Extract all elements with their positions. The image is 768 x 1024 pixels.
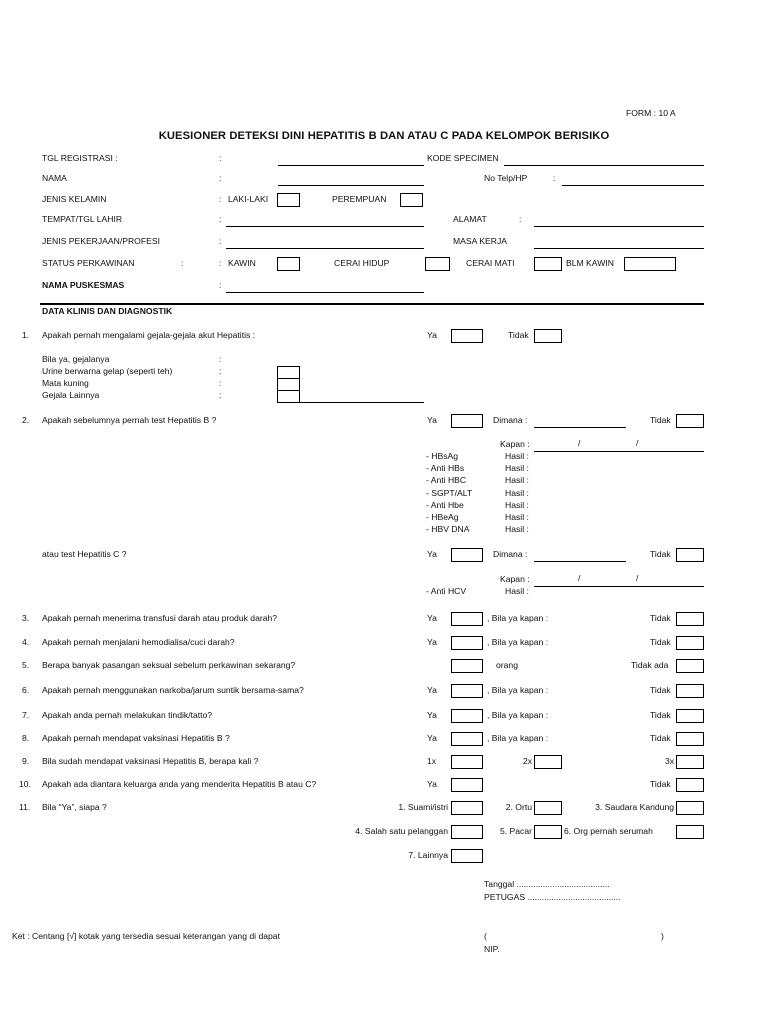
colon: : — [219, 153, 222, 163]
q11-ortu-label: 2. Ortu — [505, 802, 532, 812]
q11-saudara-checkbox[interactable] — [676, 801, 704, 815]
q2-hepc-tidak-label: Tidak — [650, 549, 671, 559]
q2-hepc-tidak-checkbox[interactable] — [676, 548, 704, 562]
alamat-label: ALAMAT — [453, 214, 487, 224]
q10-tidak-checkbox[interactable] — [676, 778, 704, 792]
q3-kapan-label: , Bila ya kapan : — [487, 613, 549, 623]
q11-serumah-label: 6. Org pernah serumah — [564, 826, 653, 836]
perempuan-label: PEREMPUAN — [332, 194, 387, 204]
nama-field[interactable] — [278, 185, 424, 186]
colon: : — [553, 173, 556, 183]
q4-tidak-checkbox[interactable] — [676, 636, 704, 650]
q6-ya-checkbox[interactable] — [451, 684, 483, 698]
footnote-ket: Ket : Centang [√] kotak yang tersedia sesuai keterangan yang di dapat — [12, 931, 280, 941]
laki-laki-checkbox[interactable] — [277, 193, 300, 207]
hasil-label: Hasil : — [505, 500, 529, 510]
q2-tidak-checkbox[interactable] — [676, 414, 704, 428]
q11-saudara-label: 3. Saudara Kandung — [595, 802, 674, 812]
colon: : — [219, 354, 222, 364]
cerai-mati-checkbox[interactable] — [534, 257, 562, 271]
q11-lainnya-label: 7. Lainnya — [408, 850, 448, 860]
q9-2x-checkbox[interactable] — [534, 755, 562, 769]
q10-text: Apakah ada diantara keluarga anda yang menderita Hepatitis B atau C? — [42, 779, 317, 789]
cerai-hidup-checkbox[interactable] — [425, 257, 450, 271]
colon: : — [219, 280, 222, 290]
colon: : — [219, 236, 222, 246]
q1-text: Apakah pernah mengalami gejala-gejala akut Hepatitis : — [42, 330, 256, 340]
alamat-field[interactable] — [534, 226, 704, 227]
q11-suami-istri-label: 1. Suami/istri — [398, 802, 448, 812]
q5-text: Berapa banyak pasangan seksual sebelum perkawinan sekarang? — [42, 660, 296, 670]
test-anti-hcv: - Anti HCV — [426, 586, 467, 596]
hasil-label: Hasil : — [505, 451, 529, 461]
q10-ya-label: Ya — [427, 779, 437, 789]
q8-kapan-label: , Bila ya kapan : — [487, 733, 549, 743]
colon: : — [219, 258, 222, 268]
masa-kerja-label: MASA KERJA — [453, 236, 507, 246]
q2-dimana-label: Dimana : — [493, 415, 528, 425]
nama-puskesmas-field[interactable] — [226, 292, 424, 293]
colon: : — [219, 390, 222, 400]
test-anti-hbe: - Anti Hbe — [426, 500, 464, 510]
date-slash: / — [578, 438, 581, 448]
tgl-registrasi-field[interactable] — [278, 165, 424, 166]
colon: : — [219, 366, 222, 376]
q4-tidak-label: Tidak — [650, 637, 671, 647]
q9-1x-checkbox[interactable] — [451, 755, 483, 769]
jenis-pekerjaan-field[interactable] — [226, 248, 424, 249]
colon: : — [219, 214, 222, 224]
date-slash: / — [636, 573, 639, 583]
q11-suami-istri-checkbox[interactable] — [451, 801, 483, 815]
perempuan-checkbox[interactable] — [400, 193, 423, 207]
q2-hepc-kapan-field[interactable] — [534, 586, 704, 587]
q2-ya-label: Ya — [427, 415, 437, 425]
q2-hepc-ya-label: Ya — [427, 549, 437, 559]
q11-number: 11. — [19, 802, 31, 812]
q6-text: Apakah pernah menggunakan narkoba/jarum suntik bersama-sama? — [42, 685, 304, 695]
colon: : — [181, 258, 184, 268]
q4-ya-label: Ya — [427, 637, 437, 647]
q1-lainnya-field[interactable] — [300, 402, 424, 403]
q4-number: 4. — [22, 637, 30, 647]
q11-lainnya-checkbox[interactable] — [451, 849, 483, 863]
q7-ya-label: Ya — [427, 710, 437, 720]
tempat-tgl-lahir-field[interactable] — [226, 226, 424, 227]
form-title: KUESIONER DETEKSI DINI HEPATITIS B DAN ATAU C PADA KELOMPOK BERISIKO — [158, 130, 610, 142]
q11-text: Bila “Ya”, siapa ? — [42, 802, 107, 812]
tgl-registrasi-label: TGL REGISTRASI : — [42, 153, 118, 163]
q1-lainnya-checkbox[interactable] — [277, 390, 300, 403]
q1-tidak-checkbox[interactable] — [534, 329, 562, 343]
q7-tidak-checkbox[interactable] — [676, 709, 704, 723]
test-hbv-dna: - HBV DNA — [426, 524, 470, 534]
q8-number: 8. — [22, 733, 30, 743]
hasil-label: Hasil : — [505, 463, 529, 473]
q2-dimana-field[interactable] — [534, 427, 626, 428]
q5-count-box[interactable] — [451, 659, 483, 673]
q4-text: Apakah pernah menjalani hemodialisa/cuci darah? — [42, 637, 235, 647]
q4-kapan-label: , Bila ya kapan : — [487, 637, 549, 647]
test-sgpt-alt: - SGPT/ALT — [426, 488, 473, 498]
q2-hepc-text: atau test Hepatitis C ? — [42, 549, 127, 559]
q6-kapan-label: , Bila ya kapan : — [487, 685, 549, 695]
q5-tidak-ada-checkbox[interactable] — [676, 659, 704, 673]
q2-hepc-dimana-label: Dimana : — [493, 549, 528, 559]
q11-ortu-checkbox[interactable] — [534, 801, 562, 815]
status-perkawinan-label: STATUS PERKAWINAN — [42, 258, 135, 268]
nama-puskesmas-label: NAMA PUSKESMAS — [42, 280, 125, 290]
kawin-checkbox[interactable] — [277, 257, 300, 271]
form-code: FORM : 10 A — [626, 108, 676, 118]
q2-hepc-ya-checkbox[interactable] — [451, 548, 483, 562]
q7-kapan-label: , Bila ya kapan : — [487, 710, 549, 720]
nip-label: NIP. — [484, 944, 500, 954]
tempat-tgl-lahir-label: TEMPAT/TGL LAHIR — [42, 214, 123, 224]
date-slash: / — [636, 438, 639, 448]
signature-paren-open: ( — [484, 931, 487, 941]
colon: : — [219, 194, 222, 204]
q10-number: 10. — [19, 779, 31, 789]
q5-orang-label: orang — [496, 660, 518, 670]
q3-number: 3. — [22, 613, 30, 623]
q8-tidak-checkbox[interactable] — [676, 732, 704, 746]
q3-tidak-label: Tidak — [650, 613, 671, 623]
q9-1x-label: 1x — [427, 756, 437, 766]
q6-tidak-label: Tidak — [650, 685, 671, 695]
q11-pelanggan-checkbox[interactable] — [451, 825, 483, 839]
section-divider — [40, 303, 704, 305]
cerai-mati-label: CERAI MATI — [466, 258, 515, 268]
q9-3x-label: 3x — [665, 756, 675, 766]
q1-ya-label: Ya — [427, 330, 437, 340]
hasil-label: Hasil : — [505, 488, 529, 498]
q6-number: 6. — [22, 685, 30, 695]
q2-kapan-label: Kapan : — [500, 439, 530, 449]
q2-kapan-field[interactable] — [534, 451, 704, 452]
q2-hepc-kapan-label: Kapan : — [500, 574, 530, 584]
q11-serumah-checkbox[interactable] — [676, 825, 704, 839]
no-telp-label: No Telp/HP — [484, 173, 528, 183]
q3-text: Apakah pernah menerima transfusi darah atau produk darah? — [42, 613, 278, 623]
q8-ya-checkbox[interactable] — [451, 732, 483, 746]
colon: : — [519, 214, 522, 224]
signature-paren-close: ) — [661, 931, 664, 941]
kode-specimen-field[interactable] — [504, 165, 704, 166]
q1-symptom-mata-kuning: Mata kuning — [42, 378, 89, 388]
q4-ya-checkbox[interactable] — [451, 636, 483, 650]
q6-ya-label: Ya — [427, 685, 437, 695]
hasil-label: Hasil : — [505, 524, 529, 534]
masa-kerja-field[interactable] — [534, 248, 704, 249]
q2-hepc-dimana-field[interactable] — [534, 561, 626, 562]
colon: : — [219, 378, 222, 388]
q1-bila-ya-label: Bila ya, gejalanya — [42, 354, 110, 364]
test-anti-hbs: - Anti HBs — [426, 463, 465, 473]
q8-text: Apakah pernah mendapat vaksinasi Hepatitis B ? — [42, 733, 230, 743]
q2-ya-checkbox[interactable] — [451, 414, 483, 428]
q1-tidak-label: Tidak — [508, 330, 529, 340]
test-hbsag: - HBsAg — [426, 451, 458, 461]
kode-specimen-label: KODE SPECIMEN — [427, 153, 499, 163]
q11-pacar-checkbox[interactable] — [534, 825, 562, 839]
jenis-kelamin-label: JENIS KELAMIN — [42, 194, 107, 204]
q1-symptom-lainnya: Gejala Lainnya — [42, 390, 100, 400]
blm-kawin-label: BLM KAWIN — [566, 258, 614, 268]
q2-tidak-label: Tidak — [650, 415, 671, 425]
section-title: DATA KLINIS DAN DIAGNOSTIK — [42, 306, 173, 316]
q1-number: 1. — [22, 330, 30, 340]
hasil-label: Hasil : — [505, 586, 529, 596]
q10-ya-checkbox[interactable] — [451, 778, 483, 792]
test-anti-hbc: - Anti HBC — [426, 475, 467, 485]
no-telp-field[interactable] — [562, 185, 704, 186]
q2-text: Apakah sebelumnya pernah test Hepatitis B ? — [42, 415, 217, 425]
q1-symptom-urine: Urine berwarna gelap (seperti teh) — [42, 366, 173, 376]
q5-tidak-ada-label: Tidak ada — [631, 660, 669, 670]
q7-ya-checkbox[interactable] — [451, 709, 483, 723]
blm-kawin-checkbox[interactable] — [624, 257, 676, 271]
q7-tidak-label: Tidak — [650, 710, 671, 720]
laki-laki-label: LAKI-LAKI — [228, 194, 269, 204]
q3-ya-label: Ya — [427, 613, 437, 623]
tanggal-field[interactable]: Tanggal ....................................... — [484, 879, 610, 889]
kawin-label: KAWIN — [228, 258, 256, 268]
hasil-label: Hasil : — [505, 512, 529, 522]
q7-number: 7. — [22, 710, 30, 720]
q7-text: Apakah anda pernah melakukan tindik/tatto? — [42, 710, 213, 720]
q2-number: 2. — [22, 415, 30, 425]
cerai-hidup-label: CERAI HIDUP — [334, 258, 390, 268]
q9-3x-checkbox[interactable] — [676, 755, 704, 769]
hasil-label: Hasil : — [505, 475, 529, 485]
test-hbeag: - HBeAg — [426, 512, 459, 522]
q9-number: 9. — [22, 756, 30, 766]
q10-tidak-label: Tidak — [650, 779, 671, 789]
q3-ya-checkbox[interactable] — [451, 612, 483, 626]
petugas-field[interactable]: PETUGAS ....................................... — [484, 892, 621, 902]
q5-number: 5. — [22, 660, 30, 670]
jenis-pekerjaan-label: JENIS PEKERJAAN/PROFESI — [42, 236, 160, 246]
q11-pelanggan-label: 4. Salah satu pelanggan — [355, 826, 448, 836]
q1-ya-checkbox[interactable] — [451, 329, 483, 343]
q9-text: Bila sudah mendapat vaksinasi Hepatitis B, berapa kali ? — [42, 756, 259, 766]
q8-tidak-label: Tidak — [650, 733, 671, 743]
q11-pacar-label: 5. Pacar — [499, 826, 532, 836]
date-slash: / — [578, 573, 581, 583]
nama-label: NAMA — [42, 173, 67, 183]
q6-tidak-checkbox[interactable] — [676, 684, 704, 698]
q3-tidak-checkbox[interactable] — [676, 612, 704, 626]
q8-ya-label: Ya — [427, 733, 437, 743]
q9-2x-label: 2x — [523, 756, 533, 766]
colon: : — [219, 173, 222, 183]
